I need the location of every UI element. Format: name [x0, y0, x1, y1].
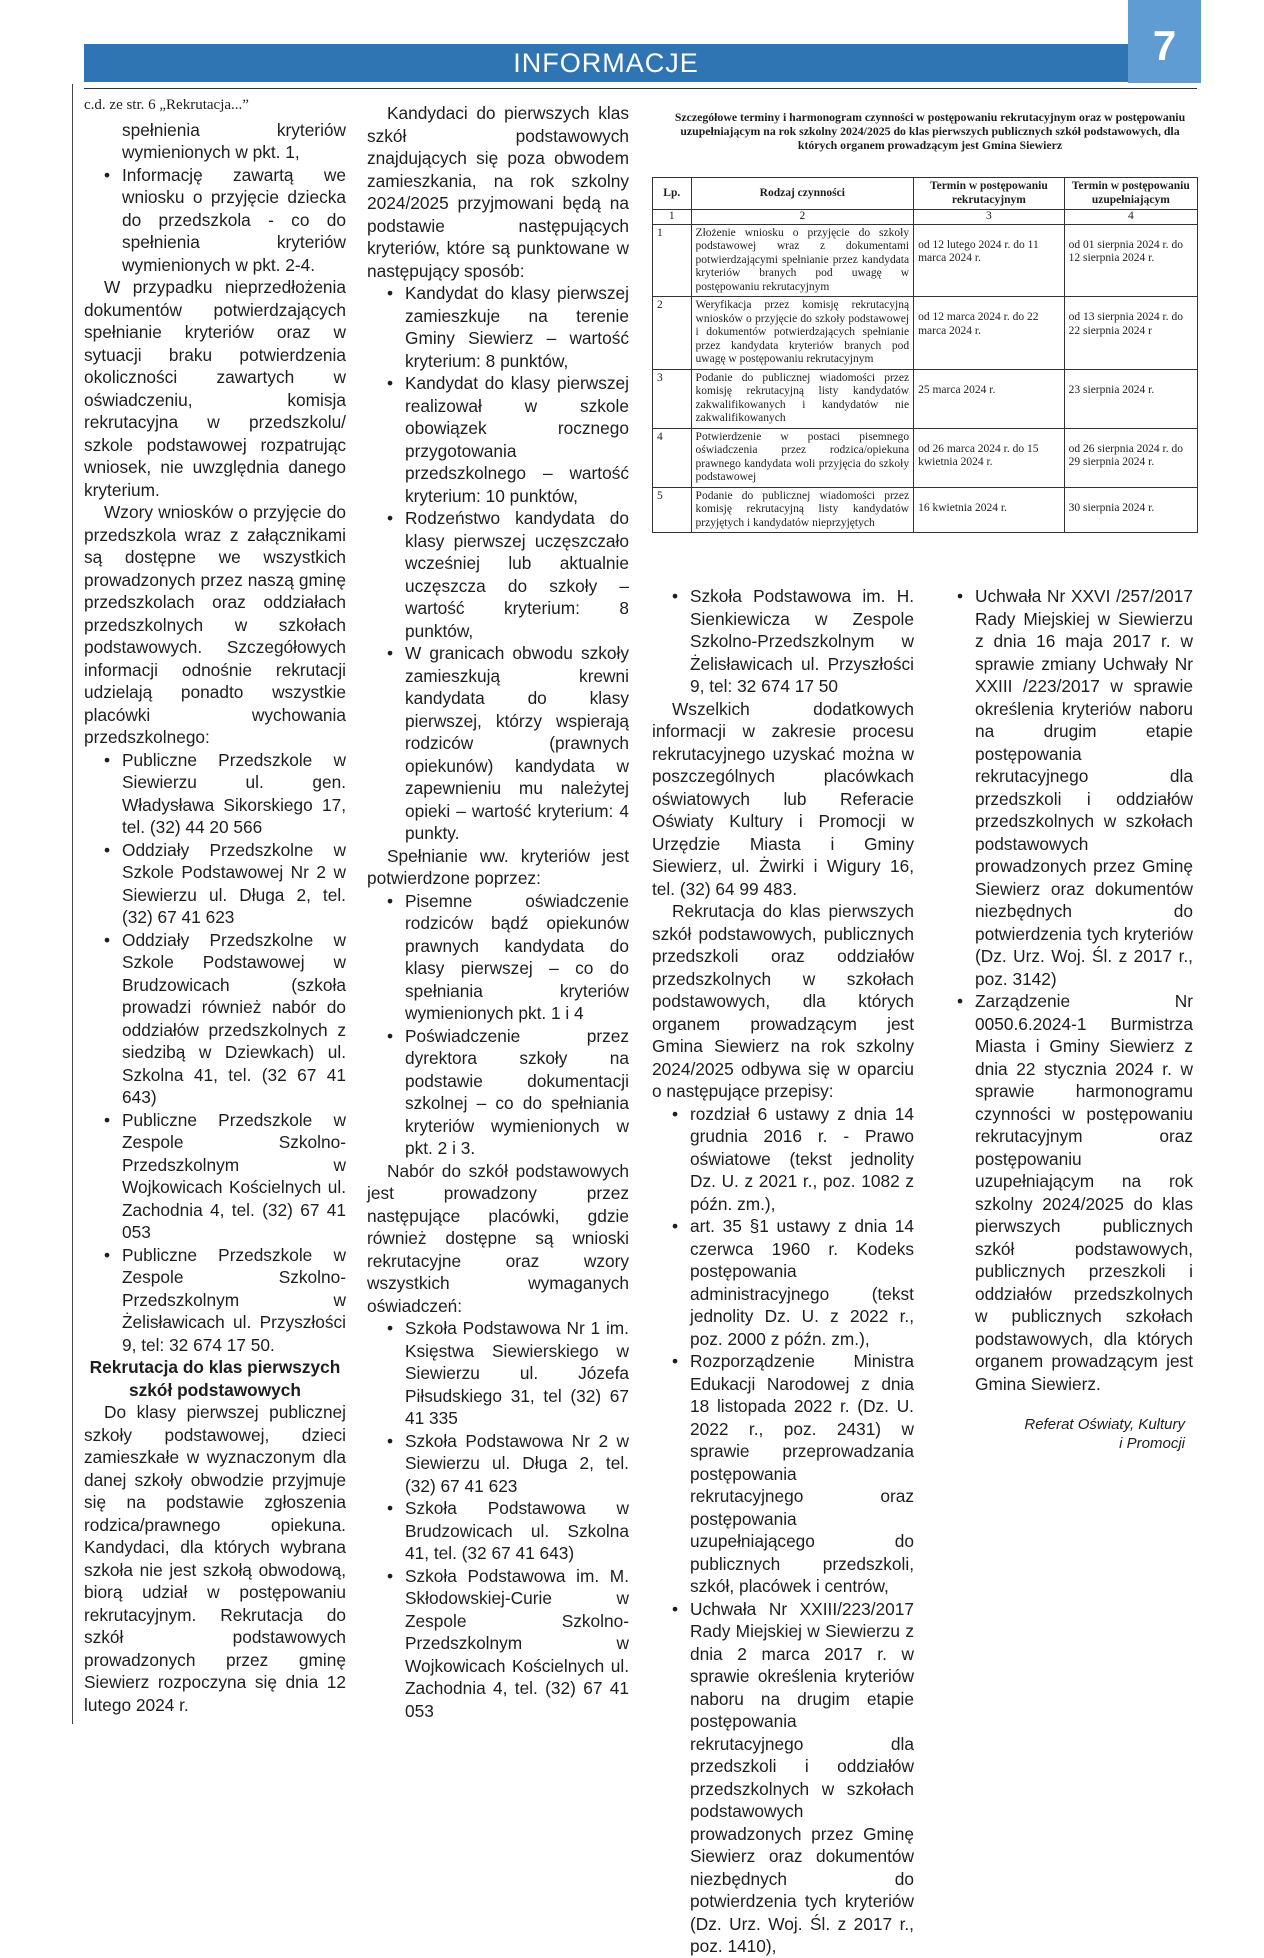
- header-divider: [84, 88, 1197, 89]
- left-margin-rule: [72, 84, 73, 1724]
- preschool-list: [84, 749, 346, 1357]
- signature-line: Referat Oświaty, Kultury: [1024, 1416, 1185, 1433]
- signature: [937, 1415, 1193, 1453]
- list-item: • Uchwała Nr XXIII/223/2017 Rady Miejskiej w Siewierzu z dnia 2 marca 2017 r. w sprawie określenia kryteriów naboru na drugim etapie postępowania rekrutacyjnego dla przedszkoli i oddziałów przedszkolnych w szkołach podstawowych prowadzonych przez Gminę Siewierz oraz dokumentów niezbędnych do potwierdzenia tych kryteriów (Dz. Urz. Woj. Śl. z 2017 r., poz. 1410),: [652, 1598, 914, 1958]
- paragraph: Kandydaci do pierwszych klas szkół podstawowych znajdujących się poza obwodem zamieszkania, na rok szkolny 2024/2025 przyjmowani będą na podstawie następujących kryteriów, które są punktowane w następujący sposób:: [367, 103, 629, 281]
- list-item: • Kandydat do klasy pierwszej realizował w szkole obowiązek rocznego przygotowania przedszkolnego – wartość kryterium: 10 punktów,: [367, 372, 629, 507]
- list-item: • Informację zawartą we wniosku o przyjęcie dziecka do przedszkola - co do spełnienia kryteriów wymienionych w pkt. 2-4.: [84, 164, 346, 277]
- row-number: 4: [653, 428, 692, 487]
- section-title: INFORMACJE: [513, 48, 699, 78]
- row-number: 1: [653, 224, 692, 297]
- list-item: • Szkoła Podstawowa im. M. Skłodowskiej-Curie w Zespole Szkolno-Przedszkolnym w Wojkowicach Kościelnych ul. Zachodnia 4, tel. (32) 67 41 053: [367, 1565, 629, 1723]
- paragraph: Wzory wniosków o przyjęcie do przedszkola wraz z załącznikami są dostępne we wszystkich prowadzonych przez naszą gminę przedszkolach oraz oddziałach przedszkolnych w szkołach podstawowych. Szczegółowych informacji odnośnie rekrutacji udzielają ponadto wszystkie placówki wychowania przedszkolnego:: [84, 502, 346, 747]
- paragraph: Wszelkich dodatkowych informacji w zakresie procesu rekrutacyjnego uzyskać można w poszczególnych placówkach oświatowych lub Referacie Oświaty Kultury i Promocji w Urzędzie Miasta i Gminy Siewierz, ul. Żwirki i Wigury 16, tel. (32) 64 99 483.: [652, 698, 914, 899]
- list-item: • Szkoła Podstawowa w Brudzowicach ul. Szkolna 41, tel. (32 67 41 643): [367, 1497, 629, 1565]
- column-number: 3: [914, 210, 1065, 225]
- list-item: • Oddziały Przedszkolne w Szkole Podstawowej w Brudzowicach (szkoła prowadzi również nabór do oddziałów przedszkolnych z siedzibą w Dziewkach) ul. Szkolna 41, tel. (32 67 41 643): [84, 929, 346, 1109]
- supplementary-term-cell: od 13 sierpnia 2024 r. do 22 sierpnia 2024 r: [1064, 297, 1197, 370]
- paragraph: Spełnianie ww. kryteriów jest potwierdzone poprzez:: [367, 845, 629, 888]
- criteria-list: [367, 282, 629, 845]
- recruitment-term-cell: od 26 marca 2024 r. do 15 kwietnia 2024 r.: [914, 428, 1065, 487]
- signature-line: i Promocji: [1119, 1435, 1185, 1452]
- column-3: [652, 585, 914, 1958]
- supplementary-term-cell: od 01 sierpnia 2024 r. do 12 sierpnia 2024 r.: [1064, 224, 1197, 297]
- paragraph: W przypadku nieprzedłożenia dokumentów potwierdzających spełnianie kryteriów oraz w sytuacji braku potwierdzenia okoliczności zawartych w oświadczeniu, komisja rekrutacyjna w przedszkolu/ szkole podstawowej rozpatrując wniosek, nie uwzględnia danego kryterium.: [84, 277, 346, 500]
- column-number: 1: [653, 210, 692, 225]
- table-row: [653, 487, 1198, 533]
- school-list: [367, 1317, 629, 1722]
- column-2: [367, 102, 629, 1722]
- recruitment-term-cell: od 12 lutego 2024 r. do 11 marca 2024 r.: [914, 224, 1065, 297]
- recruitment-term-cell: od 12 marca 2024 r. do 22 marca 2024 r.: [914, 297, 1065, 370]
- list-item: • art. 35 §1 ustawy z dnia 14 czerwca 1960 r. Kodeks postępowania administracyjnego (tekst jednolity Dz. U. z 2022 r., poz. 2000 z późn. zm.),: [652, 1215, 914, 1350]
- header-lp: Lp.: [653, 178, 692, 210]
- header-term-supplementary: Termin w postępowaniu uzupełniającym: [1064, 178, 1197, 210]
- activity-cell: Podanie do publicznej wiadomości przez komisję rekrutacyjną listy kandydatów zakwalifikowanych i kandydatów nie zakwalifikowanych: [691, 369, 914, 428]
- proof-list: [367, 890, 629, 1160]
- recruitment-term-cell: 25 marca 2024 r.: [914, 369, 1065, 428]
- column-number: 2: [691, 210, 914, 225]
- table-row: [653, 428, 1198, 487]
- header-activity: Rodzaj czynności: [691, 178, 914, 210]
- list-item: • Poświadczenie przez dyrektora szkoły na podstawie dokumentacji szkolnej – co do spełniania kryteriów wymienionych w pkt. 2 i 3.: [367, 1025, 629, 1160]
- paragraph: Nabór do szkół podstawowych jest prowadzony przez następujące placówki, gdzie również dostępne są wnioski rekrutacyjne oraz wzory wszystkich wymaganych oświadczeń:: [367, 1160, 629, 1316]
- column-1: [84, 94, 346, 1716]
- activity-cell: Złożenie wniosku o przyjęcie do szkoły podstawowej wraz z dokumentami potwierdzającymi spełnianie przez kandydata kryteriów branych pod uwagę w postępowaniu rekrutacyjnym: [691, 224, 914, 297]
- list-item: • W granicach obwodu szkoły zamieszkują krewni kandydata do klasy pierwszej, którzy wspierają rodziców (prawnych opiekunów) kandydata w zapewnieniu mu należytej opieki – wartość kryterium: 4 punkty.: [367, 642, 629, 845]
- regulations-list-continued: [937, 585, 1193, 1395]
- list-item: • Uchwała Nr XXVI /257/2017 Rady Miejskiej w Siewierzu z dnia 16 maja 2017 r. w sprawie zmiany Uchwały Nr XXIII /223/2017 w sprawie określenia kryteriów naboru na drugim etapie postępowania rekrutacyjnego dla przedszkoli i oddziałów przedszkolnych w szkołach podstawowych prowadzonych przez Gminę Siewierz oraz dokumentów niezbędnych do potwierdzenia tych kryteriów (Dz. Urz. Woj. Śl. z 2017 r., poz. 3142): [937, 585, 1193, 990]
- list-item: • Oddziały Przedszkolne w Szkole Podstawowej Nr 2 w Siewierzu ul. Długa 2, tel. (32) 67 41 623: [84, 839, 346, 929]
- continuation-note: c.d. ze str. 6 „Rekrutacja...”: [84, 97, 249, 113]
- supplementary-term-cell: 30 sierpnia 2024 r.: [1064, 487, 1197, 533]
- table-row: [653, 224, 1198, 297]
- list-item: • Publiczne Przedszkole w Zespole Szkolno-Przedszkolnym w Wojkowicach Kościelnych ul. Zachodnia 4, tel. (32) 67 41 053: [84, 1109, 346, 1244]
- row-number: 3: [653, 369, 692, 428]
- list-item: • Publiczne Przedszkole w Siewierzu ul. gen. Władysława Sikorskiego 17, tel. (32) 44 20 566: [84, 749, 346, 839]
- table-row: [653, 297, 1198, 370]
- header-term-recruitment: Termin w postępowaniu rekrutacyjnym: [914, 178, 1065, 210]
- bullet-list: [84, 164, 346, 277]
- school-list-continued: [652, 585, 914, 698]
- schedule-table: [652, 177, 1198, 533]
- list-item: • Szkoła Podstawowa im. H. Sienkiewicza w Zespole Szkolno-Przedszkolnym w Żelisławicach ul. Przyszłości 9, tel: 32 674 17 50: [652, 585, 914, 698]
- activity-cell: Podanie do publicznej wiadomości przez komisję rekrutacyjną listy kandydatów przyjętych i kandydatów nieprzyjętych: [691, 487, 914, 533]
- list-item: • Publiczne Przedszkole w Zespole Szkolno-Przedszkolnym w Żelisławicach ul. Przyszłości 9, tel: 32 674 17 50.: [84, 1244, 346, 1357]
- recruitment-term-cell: 16 kwietnia 2024 r.: [914, 487, 1065, 533]
- table-header-row: [653, 178, 1198, 210]
- table-caption: Szczegółowe terminy i harmonogram czynności w postępowaniu rekrutacyjnym oraz w postępowaniu uzupełniającym na rok szkolny 2024/2025 do klas pierwszych publicznych szkół podstawowych, dla których organem prowadzącym jest Gmina Siewierz: [674, 110, 1186, 152]
- column-number-row: [653, 210, 1198, 225]
- column-number: 4: [1064, 210, 1197, 225]
- activity-cell: Weryfikacja przez komisję rekrutacyjną wniosków o przyjęcie do szkoły podstawowej i dokumentów potwierdzających spełnianie przez kandydata kryteriów branych pod uwagę w postępowaniu rekrutacyjnym: [691, 297, 914, 370]
- activity-cell: Potwierdzenie w postaci pisemnego oświadczenia przez rodzica/opiekuna prawnego kandydata woli przyjęcia do szkoły podstawowej: [691, 428, 914, 487]
- regulations-list: [652, 1103, 914, 1958]
- list-item: • Pisemne oświadczenie rodziców bądź opiekunów prawnych kandydata do klasy pierwszej – co do spełniania kryteriów wymienionych pkt. 1 i 4: [367, 890, 629, 1025]
- list-item: • Zarządzenie Nr 0050.6.2024-1 Burmistrza Miasta i Gminy Siewierz z dnia 22 stycznia 2024 r. w sprawie harmonogramu czynności w postępowaniu rekrutacyjnym oraz postępowaniu uzupełniającym na rok szkolny 2024/2025 do klas pierwszych publicznych szkół podstawowych, publicznych przeszkoli i oddziałów przedszkolnych w publicznych szkołach podstawowych, dla których organem prowadzącym jest Gmina Siewierz.: [937, 990, 1193, 1395]
- paragraph: Rekrutacja do klas pierwszych szkół podstawowych, publicznych przedszkoli oraz oddziałów przedszkolnych w szkołach podstawowych, dla których organem prowadzącym jest Gmina Siewierz na rok szkolny 2024/2025 odbywa się w oparciu o następujące przepisy:: [652, 901, 914, 1101]
- supplementary-term-cell: 23 sierpnia 2024 r.: [1064, 369, 1197, 428]
- page-number: 7: [1128, 0, 1201, 83]
- list-item: • rozdział 6 ustawy z dnia 14 grudnia 2016 r. - Prawo oświatowe (tekst jednolity Dz. U. z 2021 r., poz. 1082 z późn. zm.),: [652, 1103, 914, 1216]
- table-row: [653, 369, 1198, 428]
- row-number: 5: [653, 487, 692, 533]
- list-item: • Kandydat do klasy pierwszej zamieszkuje na terenie Gminy Siewierz – wartość kryterium: 8 punktów,: [367, 282, 629, 372]
- list-item: • Szkoła Podstawowa Nr 1 im. Księstwa Siewierskiego w Siewierzu ul. Józefa Piłsudskiego 31, tel (32) 67 41 335: [367, 1317, 629, 1430]
- list-item: • Rodzeństwo kandydata do klasy pierwszej uczęszczało wcześniej lub aktualnie uczęszcza do szkoły – wartość kryterium: 8 punktów,: [367, 507, 629, 642]
- paragraph: Do klasy pierwszej publicznej szkoły podstawowej, dzieci zamieszkałe w wyznaczonym dla danej szkoły obwodzie przyjmuje się na podstawie zgłoszenia rodzica/prawnego opiekuna. Kandydaci, dla których wybrana szkoła nie jest szkołą obwodową, biorą udział w postępowaniu rekrutacyjnym. Rekrutacja do szkół podstawowych prowadzonych przez gminę Siewierz rozpoczyna się dnia 12 lutego 2024 r.: [84, 1402, 346, 1715]
- row-number: 2: [653, 297, 692, 370]
- list-item: • Szkoła Podstawowa Nr 2 w Siewierzu ul. Długa 2, tel. (32) 67 41 623: [367, 1430, 629, 1498]
- list-item: • Rozporządzenie Ministra Edukacji Narodowej z dnia 18 listopada 2022 r. (Dz. U. 2022 r., poz. 2431) w sprawie przeprowadzania postępowania rekrutacyjnego oraz postępowania uzupełniającego do publicznych przedszkoli, szkół, placówek i centrów,: [652, 1350, 914, 1598]
- column-4: [937, 585, 1193, 1453]
- section-heading: Rekrutacja do klas pierwszych szkół podstawowych: [89, 1357, 341, 1400]
- continued-text: spełnienia kryteriów wymienionych w pkt. 1,: [122, 119, 346, 162]
- supplementary-term-cell: od 26 sierpnia 2024 r. do 29 sierpnia 2024 r.: [1064, 428, 1197, 487]
